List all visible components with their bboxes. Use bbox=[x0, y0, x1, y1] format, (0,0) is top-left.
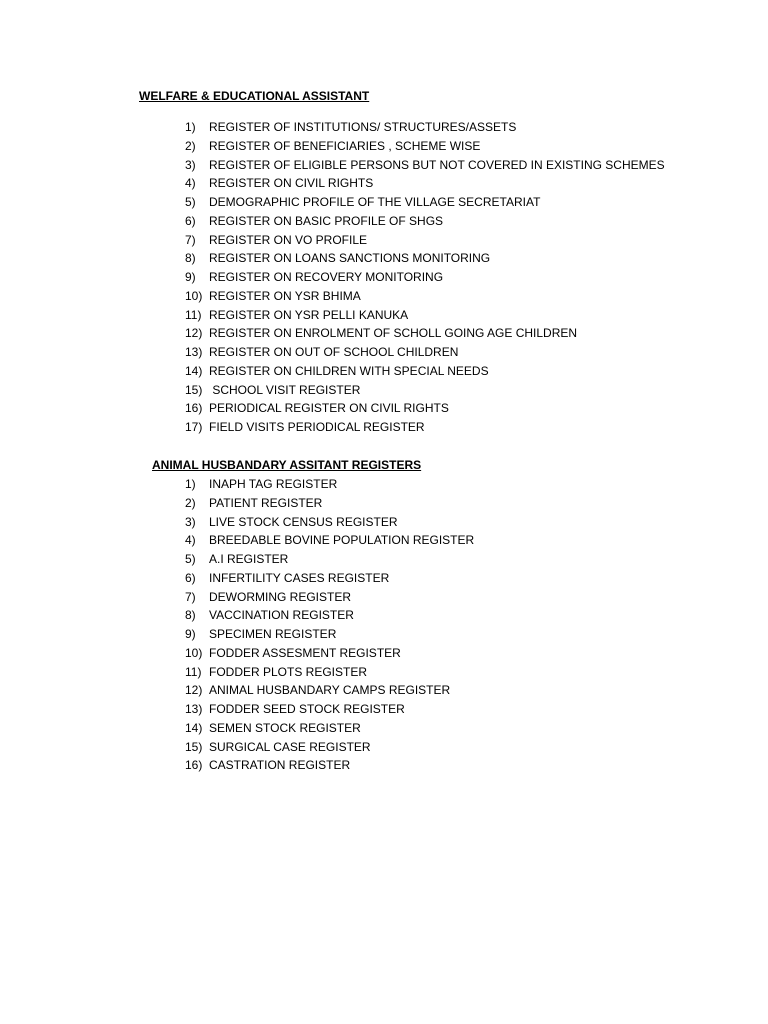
list-item-number: 13) bbox=[185, 702, 203, 716]
list-item bbox=[185, 233, 665, 252]
list-item-number: 14) bbox=[185, 720, 203, 735]
list-item-text: INAPH TAG REGISTER bbox=[209, 477, 338, 491]
list-item bbox=[185, 308, 665, 327]
list-item-number: 1) bbox=[185, 120, 196, 134]
list-item-text: REGISTER ON RECOVERY MONITORING bbox=[209, 270, 444, 284]
list-item-number: 1) bbox=[185, 477, 196, 491]
list-item-text: REGISTER ON ENROLMENT OF SCHOLL GOING AGE CHILDREN bbox=[209, 326, 578, 341]
list-item-text: SEMEN STOCK REGISTER bbox=[209, 720, 361, 735]
list-item bbox=[185, 702, 474, 721]
list-item-text: FODDER PLOTS REGISTER bbox=[209, 664, 368, 679]
list-item bbox=[185, 176, 665, 195]
list-item-number: 10) bbox=[185, 288, 203, 303]
list-item-number: 12) bbox=[185, 326, 203, 341]
list-item-number: 10) bbox=[185, 645, 203, 660]
list-item-number: 9) bbox=[185, 270, 196, 284]
list-item-number: 11) bbox=[185, 664, 202, 679]
list-item-text: REGISTER ON CHILDREN WITH SPECIAL NEEDS bbox=[209, 363, 489, 378]
section-heading-welfare: WELFARE & EDUCATIONAL ASSISTANT bbox=[139, 89, 370, 103]
list-item-text: FODDER SEED STOCK REGISTER bbox=[209, 702, 405, 716]
list-item-text: PERIODICAL REGISTER ON CIVIL RIGHTS bbox=[209, 401, 449, 416]
list-item-number: 8) bbox=[185, 251, 196, 266]
list-item bbox=[185, 401, 665, 420]
list-item bbox=[185, 533, 474, 552]
list-item bbox=[185, 383, 665, 402]
list-item bbox=[185, 496, 474, 515]
list-item-text: SURGICAL CASE REGISTER bbox=[209, 739, 371, 754]
list-item-text: REGISTER OF INSTITUTIONS/ STRUCTURES/ASSETS bbox=[209, 120, 517, 134]
list-item-number: 15) bbox=[185, 382, 203, 397]
list-item-number: 15) bbox=[185, 739, 203, 754]
list-item-number: 4) bbox=[185, 533, 196, 548]
list-item bbox=[185, 364, 665, 383]
welfare-register-list bbox=[185, 120, 665, 439]
list-item bbox=[185, 590, 474, 609]
list-item-text: VACCINATION REGISTER bbox=[209, 608, 354, 623]
list-item-number: 5) bbox=[185, 552, 196, 566]
list-item-text: DEMOGRAPHIC PROFILE OF THE VILLAGE SECRETARIAT bbox=[209, 195, 541, 209]
list-item-number: 16) bbox=[185, 758, 203, 773]
list-item bbox=[185, 683, 474, 702]
list-item bbox=[185, 214, 665, 233]
list-item-text: LIVE STOCK CENSUS REGISTER bbox=[209, 514, 398, 529]
list-item bbox=[185, 721, 474, 740]
list-item bbox=[185, 251, 665, 270]
list-item-number: 11) bbox=[185, 307, 202, 322]
list-item-text: SPECIMEN REGISTER bbox=[209, 627, 337, 641]
list-item bbox=[185, 571, 474, 590]
list-item-number: 6) bbox=[185, 570, 196, 585]
list-item-text: REGISTER ON YSR PELLI KANUKA bbox=[209, 307, 409, 322]
list-item bbox=[185, 345, 665, 364]
list-item-text: BREEDABLE BOVINE POPULATION REGISTER bbox=[209, 533, 475, 548]
list-item bbox=[185, 195, 665, 214]
list-item bbox=[185, 326, 665, 345]
list-item-number: 12) bbox=[185, 683, 203, 698]
list-item-number: 13) bbox=[185, 345, 203, 359]
list-item-text: REGISTER ON CIVIL RIGHTS bbox=[209, 176, 374, 191]
list-item-number: 6) bbox=[185, 213, 196, 228]
list-item bbox=[185, 270, 665, 289]
list-item-text: SCHOOL VISIT REGISTER bbox=[209, 382, 361, 397]
list-item-text: REGISTER ON YSR BHIMA bbox=[209, 288, 361, 303]
list-item-number: 5) bbox=[185, 195, 196, 209]
list-item-number: 14) bbox=[185, 363, 203, 378]
list-item-number: 2) bbox=[185, 495, 196, 510]
list-item-number: 17) bbox=[185, 420, 203, 434]
list-item bbox=[185, 420, 665, 439]
list-item-text: REGISTER OF BENEFICIARIES , SCHEME WISE bbox=[209, 138, 481, 153]
list-item-number: 16) bbox=[185, 401, 203, 416]
list-item-text: ANIMAL HUSBANDARY CAMPS REGISTER bbox=[209, 683, 451, 698]
list-item-text: PATIENT REGISTER bbox=[209, 495, 323, 510]
list-item-number: 4) bbox=[185, 176, 196, 191]
animal-husbandry-register-list bbox=[185, 477, 474, 777]
list-item bbox=[185, 740, 474, 759]
list-item bbox=[185, 289, 665, 308]
list-item-text: REGISTER OF ELIGIBLE PERSONS BUT NOT COVERED IN EXISTING SCHEMES bbox=[209, 157, 665, 172]
list-item-text: INFERTILITY CASES REGISTER bbox=[209, 570, 390, 585]
list-item bbox=[185, 120, 665, 139]
list-item-number: 2) bbox=[185, 138, 196, 153]
list-item-text: CASTRATION REGISTER bbox=[209, 758, 351, 773]
list-item-text: REGISTER ON BASIC PROFILE OF SHGS bbox=[209, 213, 444, 228]
list-item-text: REGISTER ON VO PROFILE bbox=[209, 232, 368, 247]
list-item bbox=[185, 608, 474, 627]
section-heading-animal-husbandry: ANIMAL HUSBANDARY ASSITANT REGISTERS bbox=[152, 458, 422, 472]
list-item-number: 7) bbox=[185, 232, 196, 247]
list-item-number: 8) bbox=[185, 608, 196, 623]
list-item bbox=[185, 139, 665, 158]
list-item-text: FIELD VISITS PERIODICAL REGISTER bbox=[209, 420, 425, 434]
list-item bbox=[185, 646, 474, 665]
list-item-text: REGISTER ON LOANS SANCTIONS MONITORING bbox=[209, 251, 491, 266]
list-item-text: REGISTER ON OUT OF SCHOOL CHILDREN bbox=[209, 345, 459, 359]
list-item bbox=[185, 552, 474, 571]
list-item bbox=[185, 665, 474, 684]
list-item-number: 3) bbox=[185, 514, 196, 529]
list-item-text: FODDER ASSESMENT REGISTER bbox=[209, 645, 401, 660]
list-item-text: DEWORMING REGISTER bbox=[209, 589, 352, 604]
list-item-text: A.I REGISTER bbox=[209, 552, 289, 566]
list-item-number: 3) bbox=[185, 157, 196, 172]
list-item bbox=[185, 158, 665, 177]
list-item bbox=[185, 627, 474, 646]
list-item bbox=[185, 515, 474, 534]
list-item bbox=[185, 477, 474, 496]
list-item-number: 9) bbox=[185, 627, 196, 641]
list-item bbox=[185, 758, 474, 777]
list-item-number: 7) bbox=[185, 589, 196, 604]
